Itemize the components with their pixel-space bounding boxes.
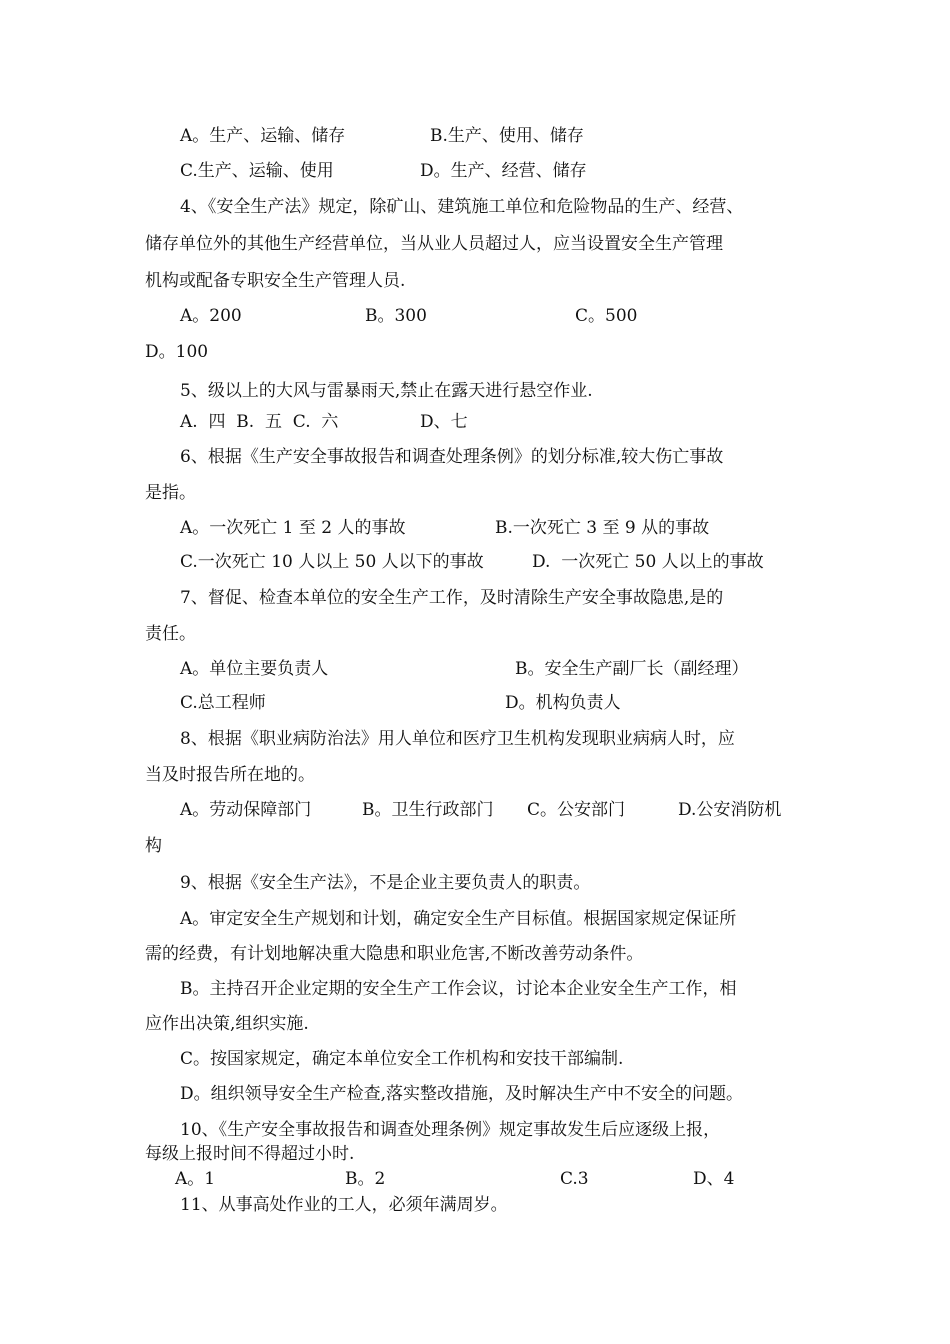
text-line: B.生产、使用、储存 bbox=[430, 126, 584, 146]
text-line: 责任。 bbox=[145, 624, 196, 644]
text-line: D、七 bbox=[420, 412, 468, 432]
text-line: 机构或配备专职安全生产管理人员. bbox=[145, 271, 406, 291]
text-line: B。300 bbox=[365, 306, 427, 326]
text-line: A。200 bbox=[180, 306, 242, 326]
text-line: 8、根据《职业病防治法》用人单位和医疗卫生机构发现职业病病人时，应 bbox=[180, 729, 735, 749]
text-line: A. 四 B. 五 C. 六 bbox=[180, 412, 339, 432]
text-line: D。机构负责人 bbox=[505, 693, 621, 713]
text-line: 4、《安全生产法》规定，除矿山、建筑施工单位和危险物品的生产、经营、 bbox=[180, 197, 744, 217]
text-line: D。组织领导安全生产检查,落实整改措施，及时解决生产中不安全的问题。 bbox=[180, 1084, 744, 1104]
text-line: 5、级以上的大风与雷暴雨天,禁止在露天进行悬空作业. bbox=[180, 381, 593, 401]
text-line: A。审定安全生产规划和计划，确定安全生产目标值。根据国家规定保证所 bbox=[180, 909, 737, 929]
text-line: 7、督促、检查本单位的安全生产工作，及时清除生产安全事故隐患,是的 bbox=[180, 588, 724, 608]
text-line: C.总工程师 bbox=[180, 693, 266, 713]
text-line: 构 bbox=[145, 836, 162, 856]
text-line: A。劳动保障部门 bbox=[180, 800, 312, 820]
text-line: D、4 bbox=[693, 1169, 735, 1189]
text-line: C.生产、运输、使用 bbox=[180, 161, 334, 181]
text-line: A。单位主要负责人 bbox=[180, 659, 329, 679]
text-line: 6、根据《生产安全事故报告和调查处理条例》的划分标准,较大伤亡事故 bbox=[180, 447, 724, 467]
text-line: C.3 bbox=[560, 1169, 589, 1189]
text-line: 11、从事高处作业的工人，必须年满周岁。 bbox=[180, 1195, 508, 1215]
text-line: B。卫生行政部门 bbox=[362, 800, 494, 820]
text-line: D. 一次死亡 50 人以上的事故 bbox=[532, 552, 764, 572]
text-line: 10、《生产安全事故报告和调查处理条例》规定事故发生后应逐级上报， bbox=[180, 1120, 721, 1140]
text-line: B。2 bbox=[345, 1169, 386, 1189]
text-line: B。安全生产副厂长（副经理） bbox=[515, 659, 749, 679]
text-line: C.一次死亡 10 人以上 50 人以下的事故 bbox=[180, 552, 484, 572]
text-line: A。1 bbox=[175, 1169, 216, 1189]
text-line: D.公安消防机 bbox=[678, 800, 782, 820]
text-line: 每级上报时间不得超过小时. bbox=[145, 1144, 355, 1164]
text-line: 是指。 bbox=[145, 483, 196, 503]
text-line: C。500 bbox=[575, 306, 638, 326]
text-line: B.一次死亡 3 至 9 从的事故 bbox=[495, 518, 710, 538]
text-line: B。主持召开企业定期的安全生产工作会议，讨论本企业安全生产工作，相 bbox=[180, 979, 737, 999]
text-line: C。公安部门 bbox=[527, 800, 626, 820]
text-line: D。生产、经营、储存 bbox=[420, 161, 587, 181]
text-line: 储存单位外的其他生产经营单位，当从业人员超过人，应当设置安全生产管理 bbox=[145, 234, 723, 254]
text-line: C。按国家规定，确定本单位安全工作机构和安技干部编制. bbox=[180, 1049, 624, 1069]
text-line: 当及时报告所在地的。 bbox=[145, 765, 315, 785]
text-line: D。100 bbox=[145, 342, 209, 362]
text-line: 9、根据《安全生产法》，不是企业主要负责人的职责。 bbox=[180, 873, 591, 893]
text-line: 需的经费，有计划地解决重大隐患和职业危害,不断改善劳动条件。 bbox=[145, 944, 644, 964]
text-line: A。生产、运输、储存 bbox=[180, 126, 346, 146]
text-line: 应作出决策,组织实施. bbox=[145, 1014, 309, 1034]
text-line: A。一次死亡 1 至 2 人的事故 bbox=[180, 518, 406, 538]
